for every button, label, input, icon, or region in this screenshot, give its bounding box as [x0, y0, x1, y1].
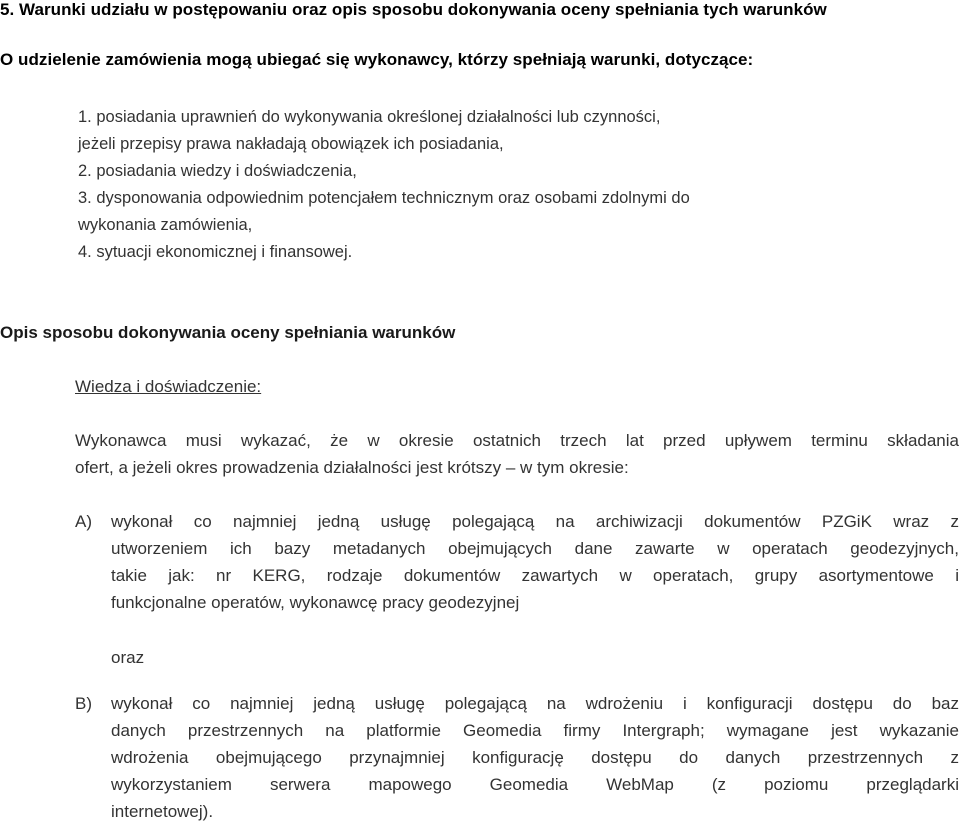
- item-b-line-5: internetowej).: [111, 802, 214, 821]
- item-a-marker: A): [75, 512, 92, 531]
- item-a-line-3: takie jak: nr KERG, rodzaje dokumentów zawartych w operatach, grupy asortymentowe i: [111, 566, 959, 585]
- item-b-line-4: wykorzystaniem serwera mapowego Geomedia WebMap (z poziomu przeglądarki: [111, 775, 959, 794]
- section-intro: O udzielenie zamówienia mogą ubiegać się wykonawcy, którzy spełniają warunki, dotyczące:: [0, 50, 754, 69]
- condition-1-line-2: jeżeli przepisy prawa nakładają obowiązek ich posiadania,: [78, 135, 504, 153]
- item-a-line-4: funkcjonalne operatów, wykonawcę pracy geodezyjnej: [111, 593, 520, 612]
- section-heading: 5. Warunki udziału w postępowaniu oraz opis sposobu dokonywania oceny spełniania tych warunków: [0, 0, 827, 19]
- assessment-paragraph-line-1: Wykonawca musi wykazać, że w okresie ostatnich trzech lat przed upływem terminu składania: [75, 431, 959, 450]
- item-b-line-3: wdrożenia obejmującego przynajmniej konfigurację dostępu do danych przestrzennych z: [111, 748, 959, 767]
- condition-2-line-1: 2. posiadania wiedzy i doświadczenia,: [78, 162, 357, 180]
- condition-3-line-2: wykonania zamówienia,: [78, 216, 253, 234]
- assessment-paragraph-line-2: ofert, a jeżeli okres prowadzenia działalności jest krótszy – w tym okresie:: [75, 458, 629, 477]
- item-b-line-2: danych przestrzennych na platformie Geomedia firmy Intergraph; wymagane jest wykazanie: [111, 721, 959, 740]
- condition-3-line-1: 3. dysponowania odpowiednim potencjałem technicznym oraz osobami zdolnymi do: [78, 189, 690, 207]
- condition-4-line-1: 4. sytuacji ekonomicznej i finansowej.: [78, 243, 353, 261]
- condition-1-line-1: 1. posiadania uprawnień do wykonywania określonej działalności lub czynności,: [78, 108, 661, 126]
- item-a-line-1: wykonał co najmniej jedną usługę polegającą na archiwizacji dokumentów PZGiK wraz z: [111, 512, 959, 531]
- assessment-subheading: Wiedza i doświadczenie:: [75, 377, 262, 396]
- item-b-marker: B): [75, 694, 92, 713]
- connector-oraz: oraz: [111, 648, 145, 667]
- item-a-line-2: utworzeniem ich bazy metadanych obejmujących dane zawarte w operatach geodezyjnych,: [111, 539, 959, 558]
- item-b-line-1: wykonał co najmniej jedną usługę polegającą na wdrożeniu i konfiguracji dostępu do baz: [111, 694, 959, 713]
- assessment-heading: Opis sposobu dokonywania oceny spełniania warunków: [0, 323, 456, 342]
